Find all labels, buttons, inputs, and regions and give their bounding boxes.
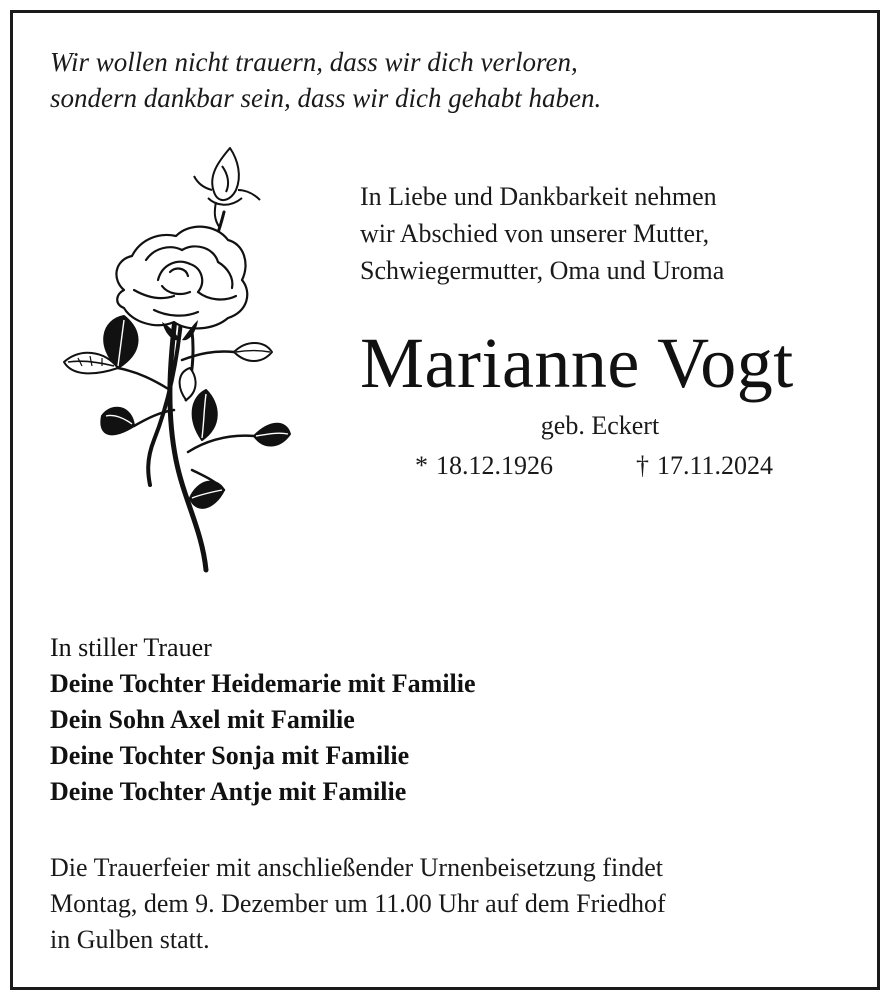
motto-quote	[50, 44, 601, 116]
intro-line-3: Schwiegermutter, Oma und Uroma	[360, 256, 725, 285]
intro-line-1: In Liebe und Dankbarkeit nehmen	[360, 182, 717, 211]
mourners-block	[50, 630, 476, 810]
service-line-2: Montag, dem 9. Dezember um 11.00 Uhr auf dem Friedhof	[50, 889, 666, 918]
motto-line-2: sondern dankbar sein, dass wir dich gehabt haben.	[50, 83, 602, 113]
death-date: 17.11.2024	[657, 451, 774, 480]
birth-date-line	[415, 448, 553, 484]
service-line-1: Die Trauerfeier mit anschließender Urnenbeisetzung findet	[50, 853, 663, 882]
birth-symbol: *	[415, 451, 428, 480]
mourner-family: Dein Sohn Axel mit Familie	[50, 705, 355, 734]
motto-line-1: Wir wollen nicht trauern, dass wir dich verloren,	[50, 47, 578, 77]
mourners-lead: In stiller Trauer	[50, 633, 212, 662]
mourner-family: Deine Tochter Antje mit Familie	[50, 777, 407, 806]
death-date-line	[636, 448, 773, 484]
rose-icon	[58, 140, 298, 580]
cross-icon: †	[636, 451, 649, 480]
birth-date: 18.12.1926	[436, 451, 553, 480]
birth-name: geb. Eckert	[540, 411, 660, 440]
intro-text	[360, 178, 724, 289]
mourner-family: Deine Tochter Heidemarie mit Familie	[50, 669, 476, 698]
service-info	[50, 850, 666, 958]
mourner-family: Deine Tochter Sonja mit Familie	[50, 741, 410, 770]
intro-line-2: wir Abschied von unserer Mutter,	[360, 219, 710, 248]
service-line-3: in Gulben statt.	[50, 925, 210, 954]
deceased-name: Marianne Vogt	[360, 323, 794, 403]
